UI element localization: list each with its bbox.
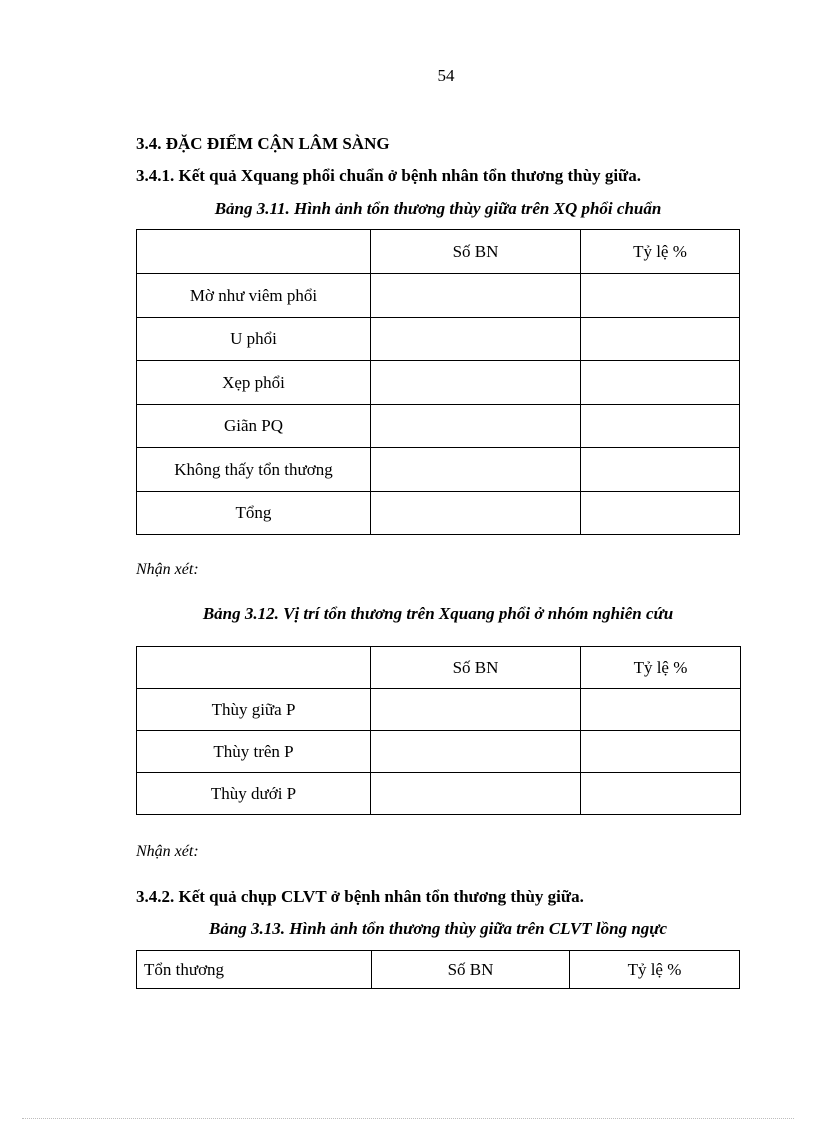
patients-cell bbox=[371, 318, 581, 361]
percent-cell bbox=[581, 448, 740, 492]
table-row bbox=[137, 448, 740, 492]
table-3-11-caption: Bảng 3.11. Hình ảnh tổn thương thùy giữa trên XQ phổi chuẩn bbox=[214, 199, 662, 218]
row-label: Thùy trên P bbox=[137, 731, 371, 773]
table-row bbox=[137, 405, 740, 448]
patients-cell bbox=[371, 731, 581, 773]
table-row bbox=[137, 689, 741, 731]
row-label: Mờ như viêm phổi bbox=[137, 274, 371, 318]
table-row-total bbox=[137, 492, 740, 535]
table-row bbox=[137, 731, 741, 773]
table-header-row bbox=[137, 230, 740, 274]
table-row bbox=[137, 274, 740, 318]
table-3-12-remark: Nhận xét: bbox=[136, 843, 199, 860]
table-row bbox=[137, 318, 740, 361]
percent-cell bbox=[581, 492, 740, 535]
patients-cell bbox=[371, 274, 581, 318]
patients-cell bbox=[371, 405, 581, 448]
row-label: Xẹp phổi bbox=[137, 361, 371, 405]
percent-cell bbox=[581, 773, 741, 815]
table-3-12-caption: Bảng 3.12. Vị trí tổn thương trên Xquang phổi ở nhóm nghiên cứu bbox=[202, 604, 674, 623]
row-label: Thùy giữa P bbox=[137, 689, 371, 731]
page-number: 54 bbox=[437, 66, 455, 85]
table-3-12 bbox=[136, 646, 741, 815]
table-header-row bbox=[137, 647, 741, 689]
table-3-11 bbox=[136, 229, 740, 535]
header-cell-patients: Số BN bbox=[371, 230, 581, 274]
table-3-13-caption: Bảng 3.13. Hình ảnh tổn thương thùy giữa trên CLVT lồng ngực bbox=[208, 919, 668, 938]
patients-cell bbox=[371, 361, 581, 405]
table-3-11-remark: Nhận xét: bbox=[136, 561, 199, 578]
header-cell bbox=[137, 230, 371, 274]
page-bottom-border bbox=[22, 1118, 794, 1119]
percent-cell bbox=[581, 405, 740, 448]
table-3-13 bbox=[136, 950, 740, 989]
percent-cell bbox=[581, 318, 740, 361]
table-header-row bbox=[137, 951, 740, 989]
table-row bbox=[137, 773, 741, 815]
row-label: Thùy dưới P bbox=[137, 773, 371, 815]
section-heading: 3.4. ĐẶC ĐIỂM CẬN LÂM SÀNG bbox=[136, 134, 390, 153]
header-cell bbox=[137, 647, 371, 689]
percent-cell bbox=[581, 689, 741, 731]
patients-cell bbox=[371, 689, 581, 731]
subsection-heading-ct: 3.4.2. Kết quả chụp CLVT ở bệnh nhân tổn thương thùy giữa. bbox=[136, 887, 584, 906]
percent-cell bbox=[581, 274, 740, 318]
header-cell-percent: Tỷ lệ % bbox=[581, 647, 741, 689]
patients-cell bbox=[371, 448, 581, 492]
row-label: Không thấy tổn thương bbox=[137, 448, 371, 492]
row-label: Tổng bbox=[137, 492, 371, 535]
subsection-heading-xray: 3.4.1. Kết quả Xquang phổi chuẩn ở bệnh nhân tổn thương thùy giữa. bbox=[136, 166, 642, 185]
patients-cell bbox=[371, 773, 581, 815]
header-cell-lesion: Tổn thương bbox=[137, 951, 372, 989]
patients-cell bbox=[371, 492, 581, 535]
row-label: Giãn PQ bbox=[137, 405, 371, 448]
header-cell-percent: Tỷ lệ % bbox=[570, 951, 740, 989]
percent-cell bbox=[581, 361, 740, 405]
row-label: U phổi bbox=[137, 318, 371, 361]
header-cell-patients: Số BN bbox=[372, 951, 570, 989]
table-row bbox=[137, 361, 740, 405]
header-cell-percent: Tỷ lệ % bbox=[581, 230, 740, 274]
header-cell-patients: Số BN bbox=[371, 647, 581, 689]
percent-cell bbox=[581, 731, 741, 773]
